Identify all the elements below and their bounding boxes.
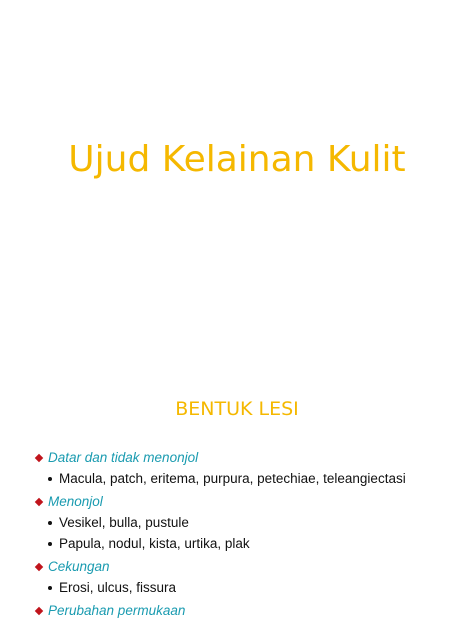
diamond-bullet-icon <box>35 454 43 462</box>
sub-item <box>34 512 464 533</box>
dot-bullet-icon <box>48 586 52 590</box>
category-item <box>34 601 464 621</box>
sub-item <box>34 533 464 554</box>
sub-item-label: Papula, nodul, kista, urtika, plak <box>59 536 250 551</box>
sub-item-label: Vesikel, bulla, pustule <box>59 515 189 530</box>
dot-bullet-icon <box>48 542 52 546</box>
category-label: Perubahan permukaan <box>48 603 186 618</box>
sub-item-label: Macula, patch, eritema, purpura, petechiae, teleangiectasi <box>59 471 406 486</box>
category-label: Menonjol <box>48 494 103 509</box>
sub-item-label: Erosi, ulcus, fissura <box>59 580 177 595</box>
slide-title: Ujud Kelainan Kulit <box>68 139 406 180</box>
sub-item <box>34 468 464 489</box>
category-label: Cekungan <box>48 559 110 574</box>
diamond-bullet-icon <box>35 607 43 615</box>
diamond-bullet-icon <box>35 563 43 571</box>
category-item <box>34 492 464 512</box>
sub-item <box>34 577 464 598</box>
dot-bullet-icon <box>48 477 52 481</box>
dot-bullet-icon <box>48 521 52 525</box>
category-label: Datar dan tidak menonjol <box>48 450 199 465</box>
diamond-bullet-icon <box>35 498 43 506</box>
lesion-list <box>34 448 464 621</box>
category-item <box>34 448 464 468</box>
category-item <box>34 557 464 577</box>
section-heading: BENTUK LESI <box>175 398 299 420</box>
